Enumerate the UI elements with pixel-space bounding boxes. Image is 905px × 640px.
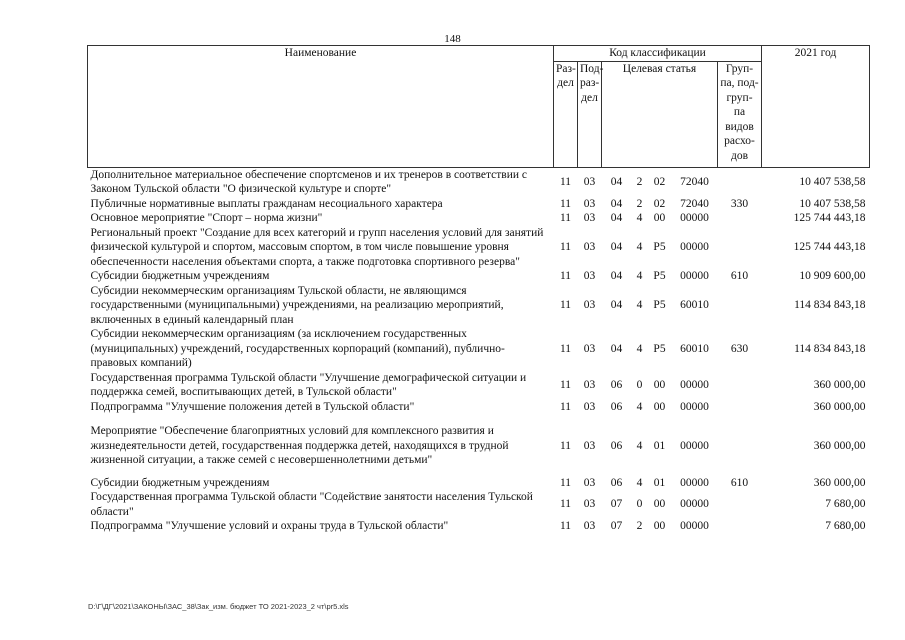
row-target-2: 4 bbox=[636, 476, 643, 489]
row-target-3: 01 bbox=[653, 439, 666, 452]
row-name: Субсидии бюджетным учреждениям bbox=[90, 476, 270, 489]
row-razdel: 11 bbox=[559, 342, 572, 355]
row-group: 610 bbox=[730, 476, 749, 489]
row-podrazdel: 03 bbox=[583, 520, 596, 532]
row-podrazdel: 03 bbox=[583, 197, 596, 210]
row-razdel: 11 bbox=[559, 400, 572, 413]
row-group: 630 bbox=[730, 342, 749, 355]
row-razdel: 11 bbox=[559, 520, 572, 532]
table-row bbox=[88, 211, 870, 226]
row-name: Региональный проект "Создание для всех категорий и групп населения условий для занятий физической культурой и спортом, массовым спортом, в том числе повышение уровня обеспеченности населения объектами спорта, а также подготовка спортивного резерва" bbox=[90, 226, 544, 268]
table-row bbox=[88, 226, 870, 270]
row-target-4: 60010 bbox=[680, 342, 709, 355]
row-target-2: 0 bbox=[636, 498, 643, 511]
row-razdel: 11 bbox=[559, 378, 572, 391]
row-razdel: 11 bbox=[559, 299, 572, 311]
row-sum: 360 000,00 bbox=[813, 476, 866, 489]
row-razdel: 11 bbox=[559, 270, 572, 282]
row-target-2: 4 bbox=[636, 439, 643, 452]
header-code: Код классификации bbox=[554, 46, 762, 62]
row-podrazdel: 03 bbox=[583, 378, 596, 391]
row-sum: 114 834 843,18 bbox=[794, 342, 866, 355]
row-podrazdel: 03 bbox=[583, 212, 596, 224]
header-razdel: Раз- дел bbox=[554, 61, 578, 167]
row-target-1: 04 bbox=[610, 299, 623, 311]
row-podrazdel: 03 bbox=[583, 439, 596, 452]
row-target-4: 00000 bbox=[680, 520, 709, 532]
table-row bbox=[88, 490, 870, 519]
row-group bbox=[718, 211, 762, 226]
row-target-2: 4 bbox=[636, 212, 643, 224]
row-podrazdel: 03 bbox=[583, 342, 596, 355]
row-spacer bbox=[88, 468, 870, 476]
row-target-2: 4 bbox=[636, 270, 643, 282]
row-target-4: 00000 bbox=[680, 241, 709, 253]
table-row bbox=[88, 167, 870, 197]
row-name: Подпрограмма "Улучшение положения детей в Тульской области" bbox=[90, 400, 415, 413]
row-target-3: 00 bbox=[653, 400, 666, 413]
row-target-1: 06 bbox=[610, 400, 623, 413]
row-podrazdel: 03 bbox=[583, 175, 596, 188]
row-target-3: 00 bbox=[653, 520, 666, 532]
table-row bbox=[88, 400, 870, 415]
row-target-2: 2 bbox=[636, 197, 643, 210]
row-target-1: 07 bbox=[610, 520, 623, 532]
row-name: Государственная программа Тульской области "Содействие занятости населения Тульской области" bbox=[90, 491, 533, 518]
row-sum: 10 407 538,58 bbox=[799, 175, 866, 188]
header-target: Целевая статья bbox=[602, 61, 718, 167]
table-row bbox=[88, 424, 870, 468]
row-target-2: 0 bbox=[636, 378, 643, 391]
row-podrazdel: 03 bbox=[583, 498, 596, 511]
row-group bbox=[718, 167, 762, 197]
row-sum: 7 680,00 bbox=[825, 498, 866, 511]
row-sum: 125 744 443,18 bbox=[793, 212, 866, 224]
row-target-2: 4 bbox=[636, 342, 643, 355]
row-target-2: 4 bbox=[636, 299, 643, 311]
row-sum: 360 000,00 bbox=[813, 439, 866, 452]
row-sum: 114 834 843,18 bbox=[794, 299, 866, 311]
budget-table bbox=[87, 45, 870, 534]
row-target-3: 00 bbox=[653, 212, 666, 224]
row-name: Дополнительное материальное обеспечение спортсменов и их тренеров в соответствии с Законом Тульской области "О физической культуре и спорте" bbox=[90, 168, 528, 195]
row-sum: 10 909 600,00 bbox=[799, 270, 866, 282]
row-target-3: P5 bbox=[653, 342, 666, 355]
row-name: Основное мероприятие "Спорт – норма жизни" bbox=[90, 212, 323, 224]
row-target-3: 02 bbox=[653, 175, 666, 188]
table-row bbox=[88, 327, 870, 371]
row-target-3: P5 bbox=[653, 299, 666, 311]
row-target-4: 00000 bbox=[680, 476, 709, 489]
row-target-3: 02 bbox=[653, 197, 666, 210]
table-row bbox=[88, 519, 870, 534]
row-target-4: 00000 bbox=[680, 439, 709, 452]
header-name: Наименование bbox=[88, 46, 554, 168]
row-name: Подпрограмма "Улучшение условий и охраны труда в Тульской области" bbox=[90, 520, 449, 532]
row-target-4: 00000 bbox=[680, 212, 709, 224]
row-sum: 7 680,00 bbox=[825, 520, 866, 532]
row-name: Субсидии некоммерческим организациям (за исключением государственных (муниципальных) учреждений, государственных корпораций (компаний), публично-правовых компаний) bbox=[90, 328, 505, 369]
row-target-2: 4 bbox=[636, 400, 643, 413]
row-razdel: 11 bbox=[559, 476, 572, 489]
table-row bbox=[88, 269, 870, 284]
row-podrazdel: 03 bbox=[583, 270, 596, 282]
row-target-4: 00000 bbox=[680, 400, 709, 413]
file-path-footer: D:\Г\ДГ\2021\ЗАКОНЫ\ЗАС_38\Зак_изм. бюджет ТО 2021-2023_2 чт\pr5.xls bbox=[88, 602, 349, 611]
row-target-3: 00 bbox=[653, 498, 666, 511]
row-target-4: 72040 bbox=[680, 175, 709, 188]
row-razdel: 11 bbox=[559, 197, 572, 210]
row-target-1: 07 bbox=[610, 498, 623, 511]
table-row bbox=[88, 284, 870, 328]
row-target-1: 04 bbox=[610, 175, 623, 188]
row-name: Субсидии бюджетным учреждениям bbox=[90, 270, 270, 282]
row-razdel: 11 bbox=[559, 241, 572, 253]
row-sum: 360 000,00 bbox=[813, 400, 866, 413]
row-group bbox=[718, 371, 762, 400]
header-podrazdel: Под- раз- дел bbox=[578, 61, 602, 167]
table-row bbox=[88, 414, 870, 424]
row-target-1: 04 bbox=[610, 212, 623, 224]
row-group bbox=[718, 424, 762, 468]
row-target-1: 04 bbox=[610, 342, 623, 355]
row-sum: 125 744 443,18 bbox=[793, 241, 866, 253]
row-group bbox=[718, 490, 762, 519]
row-group bbox=[718, 284, 762, 328]
row-razdel: 11 bbox=[559, 439, 572, 452]
row-target-1: 06 bbox=[610, 439, 623, 452]
row-group bbox=[718, 519, 762, 534]
row-target-1: 04 bbox=[610, 197, 623, 210]
row-target-1: 04 bbox=[610, 241, 623, 253]
table-row bbox=[88, 468, 870, 476]
row-target-1: 06 bbox=[610, 378, 623, 391]
row-podrazdel: 03 bbox=[583, 299, 596, 311]
row-group bbox=[718, 226, 762, 270]
row-group bbox=[718, 400, 762, 415]
row-target-3: 00 bbox=[653, 378, 666, 391]
table-row bbox=[88, 197, 870, 212]
row-target-2: 4 bbox=[636, 241, 643, 253]
row-target-3: P5 bbox=[653, 270, 666, 282]
header-group: Груп- па, под- груп- па видов расхо- дов bbox=[718, 61, 762, 167]
row-name: Публичные нормативные выплаты гражданам несоциального характера bbox=[90, 197, 443, 210]
row-target-1: 04 bbox=[610, 270, 623, 282]
row-target-2: 2 bbox=[636, 175, 643, 188]
row-group: 330 bbox=[730, 197, 749, 210]
header-year: 2021 год bbox=[762, 46, 870, 168]
row-razdel: 11 bbox=[559, 175, 572, 188]
table-row bbox=[88, 476, 870, 491]
row-razdel: 11 bbox=[559, 498, 572, 511]
row-target-1: 06 bbox=[610, 476, 623, 489]
row-podrazdel: 03 bbox=[583, 400, 596, 413]
row-group: 610 bbox=[730, 270, 749, 282]
row-target-4: 00000 bbox=[680, 498, 709, 511]
row-sum: 10 407 538,58 bbox=[799, 197, 866, 210]
row-target-4: 72040 bbox=[680, 197, 709, 210]
row-razdel: 11 bbox=[559, 212, 572, 224]
row-target-4: 00000 bbox=[680, 378, 709, 391]
row-sum: 360 000,00 bbox=[813, 378, 866, 391]
row-spacer bbox=[88, 414, 870, 424]
row-name: Субсидии некоммерческим организациям Тульской области, не являющимся государственными (муниципальными) учреждениями, на реализацию мероприятий, включенных в единый календарный план bbox=[90, 284, 504, 326]
row-target-3: P5 bbox=[653, 241, 666, 253]
row-target-3: 01 bbox=[653, 476, 666, 489]
page-number: 148 bbox=[444, 33, 461, 45]
table-row bbox=[88, 371, 870, 400]
row-name: Государственная программа Тульской области "Улучшение демографической ситуации и поддержка семей, воспитывающих детей, в Тульской области" bbox=[90, 371, 527, 398]
row-podrazdel: 03 bbox=[583, 476, 596, 489]
row-target-4: 00000 bbox=[680, 270, 709, 282]
row-target-4: 60010 bbox=[680, 299, 709, 311]
row-target-2: 2 bbox=[636, 520, 643, 532]
row-name: Мероприятие "Обеспечение благоприятных условий для комплексного развития и жизнедеятельности детей, государственная поддержка детей, находящихся в трудной жизненной ситуации, а также семей с несовершеннолетними детьми" bbox=[90, 425, 509, 466]
row-podrazdel: 03 bbox=[583, 241, 596, 253]
